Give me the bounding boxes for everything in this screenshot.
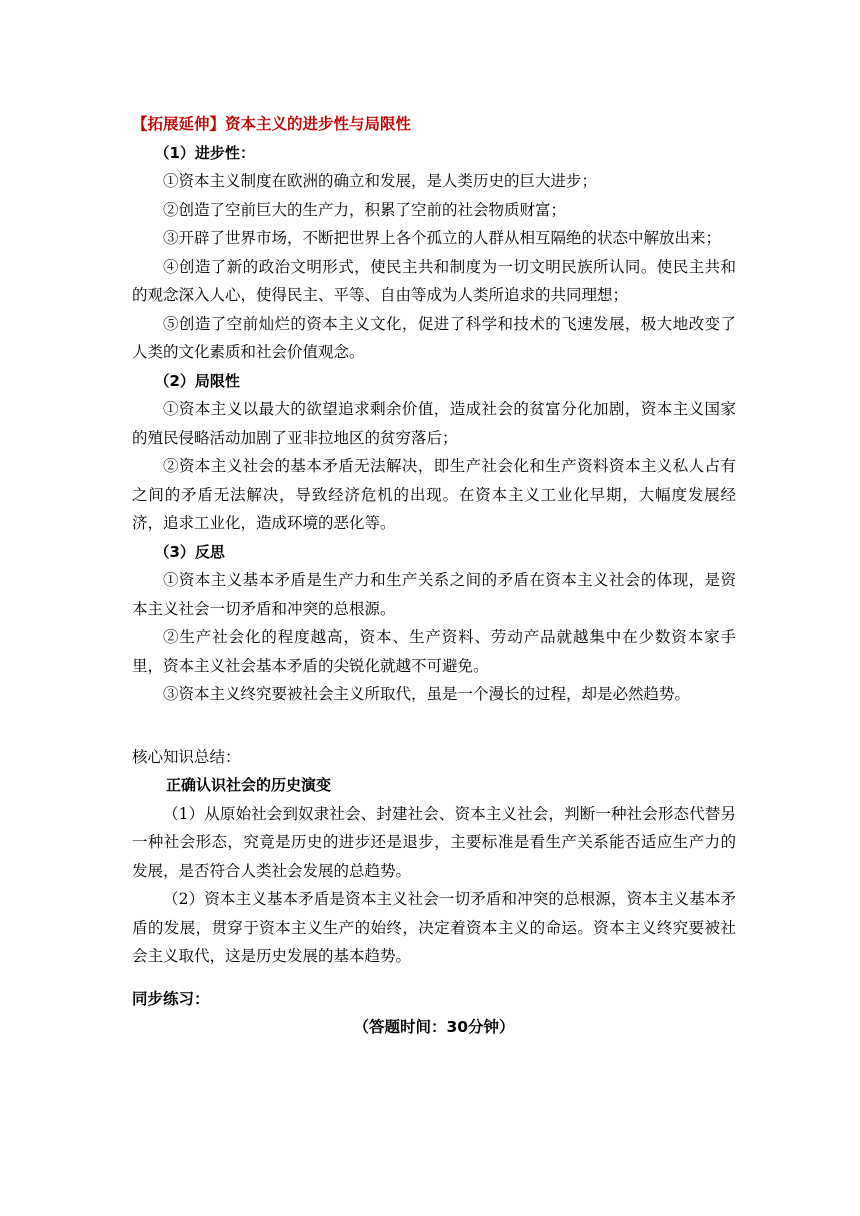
summary-title: 正确认识社会的历史演变	[166, 776, 332, 794]
progressive-item-2: ②创造了空前巨大的生产力，积累了空前的社会物质财富；	[163, 200, 567, 219]
reflection-item-3: ③资本主义终究要被社会主义所取代，虽是一个漫长的过程，却是必然趋势。	[163, 685, 691, 703]
extension-heading-tag: 【拓展延伸】	[132, 115, 226, 133]
progressive-item-1: ①资本主义制度在欧洲的确立和发展，是人类历史的巨大进步；	[163, 172, 598, 190]
section-spacer	[132, 971, 736, 985]
document-content	[132, 110, 736, 1042]
practice-label: 同步练习：	[132, 989, 210, 1008]
progressive-item-3: ③开辟了世界市场，不断把世界上各个孤立的人群从相互隔绝的状态中解放出来；	[163, 229, 722, 247]
progressive-item-4: ④创造了新的政治文明形式，使民主共和制度为一切文明民族所认同。使民主共和的观念深入人心，使得民主、平等、自由等成为人类所追求的共同理想；	[132, 257, 736, 304]
progressive-item-5: ⑤创造了空前灿烂的资本主义文化，促进了科学和技术的飞速发展，极大地改变了人类的文化素质和社会价值观念。	[132, 314, 736, 361]
reflection-item-1: ①资本主义基本矛盾是生产力和生产关系之间的矛盾在资本主义社会的体现，是资本主义社会一切矛盾和冲突的总根源。	[132, 571, 736, 618]
progressive-label: （1）进步性：	[154, 143, 255, 162]
section-spacer	[132, 709, 736, 743]
extension-heading-text: 资本主义的进步性与局限性	[225, 115, 412, 133]
reflection-item-2: ②生产社会化的程度越高，资本、生产资料、劳动产品就越集中在少数资本家手里，资本主义社会基本矛盾的尖锐化就越不可避免。	[132, 628, 736, 675]
limitations-label: （2）局限性	[154, 371, 240, 390]
extension-heading	[132, 110, 736, 139]
limitations-item-1: ①资本主义以最大的欲望追求剩余价值，造成社会的贫富分化加剧，资本主义国家的殖民侵略活动加剧了亚非拉地区的贫穷落后；	[132, 400, 736, 447]
limitations-item-2: ②资本主义社会的基本矛盾无法解决，即生产社会化和生产资料资本主义私人占有之间的矛盾无法解决，导致经济危机的出现。在资本主义工业化早期，大幅度发展经济，追求工业化，造成环境的恶化等。	[132, 457, 736, 532]
practice-time-note: （答题时间：30分钟）	[353, 1018, 515, 1036]
summary-label: 核心知识总结：	[132, 747, 241, 766]
reflection-label: （3）反思	[154, 542, 225, 561]
summary-item-2: （2）资本主义基本矛盾是资本主义社会一切矛盾和冲突的总根源，资本主义基本矛盾的发展，贯穿于资本主义生产的始终，决定着资本主义的命运。资本主义终究要被社会主义取代，这是历史发展的基本趋势。	[132, 890, 736, 965]
summary-item-1: （1）从原始社会到奴隶社会、封建社会、资本主义社会，判断一种社会形态代替另一种社会形态，究竟是历史的进步还是退步，主要标准是看生产关系能否适应生产力的发展，是否符合人类社会发展的总趋势。	[132, 804, 736, 880]
